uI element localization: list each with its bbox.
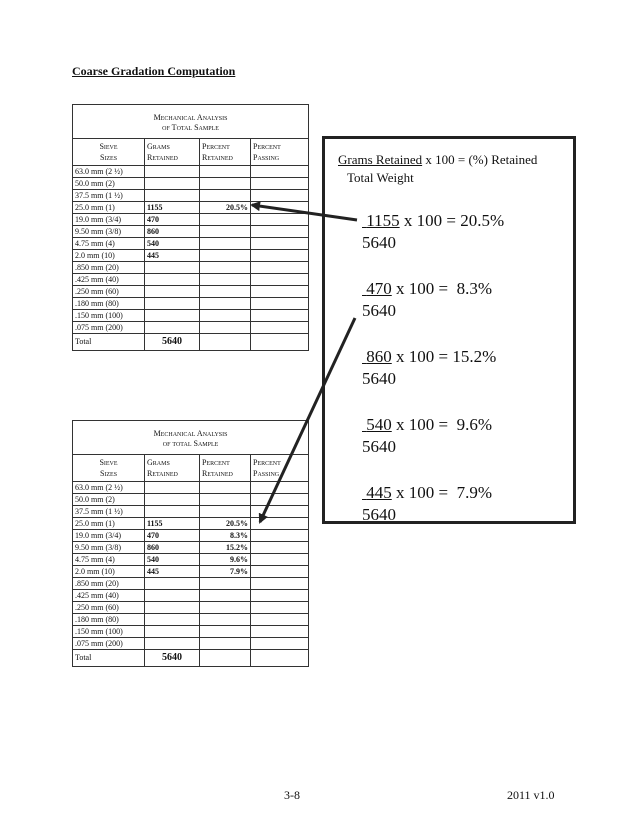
- column-header-grams: Grams Retained: [145, 455, 200, 482]
- sieve-size-cell: .250 mm (60): [73, 286, 145, 298]
- sieve-size-cell: 25.0 mm (1): [73, 518, 145, 530]
- sieve-size-cell: .850 mm (20): [73, 578, 145, 590]
- percent-retained-cell: 20.5%: [200, 202, 251, 214]
- grams-retained-cell: 445: [145, 250, 200, 262]
- grams-retained-cell: 1155: [145, 518, 200, 530]
- sieve-size-cell: .150 mm (100): [73, 310, 145, 322]
- total-value: 5640: [145, 334, 200, 351]
- sieve-size-cell: 25.0 mm (1): [73, 202, 145, 214]
- percent-retained-cell: 9.6%: [200, 554, 251, 566]
- total-label: Total: [73, 650, 145, 667]
- arrow-to-top-table: [252, 205, 357, 220]
- sieve-size-cell: 37.5 mm (1 ½): [73, 190, 145, 202]
- calculation-expression: x 100 = 7.9%: [391, 483, 492, 502]
- sieve-size-cell: 63.0 mm (2 ½): [73, 166, 145, 178]
- calculation-total: 5640: [362, 233, 396, 252]
- sieve-size-cell: .250 mm (60): [73, 602, 145, 614]
- calculation-grams: 540: [366, 415, 392, 434]
- column-header-percent-passing: Percent Passing: [251, 455, 309, 482]
- heading-line-1: Mechanical Analysis: [153, 113, 228, 122]
- sieve-size-cell: .075 mm (200): [73, 322, 145, 334]
- grams-retained-cell: 1155: [145, 202, 200, 214]
- sieve-size-cell: .425 mm (40): [73, 590, 145, 602]
- sieve-size-cell: 50.0 mm (2): [73, 178, 145, 190]
- calculation-total: 5640: [362, 301, 396, 320]
- sieve-size-cell: 4.75 mm (4): [73, 238, 145, 250]
- percent-retained-cell: 8.3%: [200, 530, 251, 542]
- total-value: 5640: [145, 650, 200, 667]
- calculation-expression: x 100 = 8.3%: [391, 279, 492, 298]
- sieve-size-cell: .850 mm (20): [73, 262, 145, 274]
- sieve-size-cell: 9.50 mm (3/8): [73, 226, 145, 238]
- version-label: 2011 v1.0: [507, 788, 555, 802]
- sieve-size-cell: 4.75 mm (4): [73, 554, 145, 566]
- sieve-size-cell: 63.0 mm (2 ½): [73, 482, 145, 494]
- calculation-grams: 1155: [366, 211, 400, 230]
- heading-line-1: Mechanical Analysis: [153, 429, 228, 438]
- sieve-size-cell: 19.0 mm (3/4): [73, 530, 145, 542]
- sieve-size-cell: 2.0 mm (10): [73, 566, 145, 578]
- column-header-percent-passing: Percent Passing: [251, 139, 309, 166]
- percent-retained-cell: 20.5%: [200, 518, 251, 530]
- calculation-expression: x 100 = 20.5%: [399, 211, 505, 230]
- grams-retained-cell: 860: [145, 542, 200, 554]
- page-number: 3-8: [284, 788, 300, 802]
- grams-retained-cell: 860: [145, 226, 200, 238]
- calculation-grams: 470: [366, 279, 392, 298]
- percent-retained-cell: 7.9%: [200, 566, 251, 578]
- calculation-total: 5640: [362, 369, 396, 388]
- sieve-size-cell: .150 mm (100): [73, 626, 145, 638]
- grams-retained-cell: 470: [145, 530, 200, 542]
- formula-numerator-label: Grams Retained: [338, 152, 423, 167]
- calculation-grams: 860: [366, 347, 392, 366]
- formula-expression: x 100 = (%) Retained: [422, 152, 538, 167]
- sieve-size-cell: 9.50 mm (3/8): [73, 542, 145, 554]
- column-header-sieve: Sieve Sizes: [73, 139, 145, 166]
- arrow-to-bottom-table: [260, 318, 355, 522]
- grams-retained-cell: 540: [145, 238, 200, 250]
- heading-line-2: of Total Sample: [162, 123, 219, 132]
- calculation-total: 5640: [362, 437, 396, 456]
- formula-denominator: Total Weight: [347, 170, 414, 185]
- sieve-size-cell: .075 mm (200): [73, 638, 145, 650]
- page-title: Coarse Gradation Computation: [72, 64, 236, 78]
- sieve-size-cell: .180 mm (80): [73, 614, 145, 626]
- grams-retained-cell: 540: [145, 554, 200, 566]
- column-header-percent-retained: Percent Retained: [200, 139, 251, 166]
- column-header-grams: Grams Retained: [145, 139, 200, 166]
- grams-retained-cell: 445: [145, 566, 200, 578]
- sieve-size-cell: .425 mm (40): [73, 274, 145, 286]
- sieve-size-cell: .180 mm (80): [73, 298, 145, 310]
- total-label: Total: [73, 334, 145, 351]
- heading-line-2: of total Sample: [162, 439, 219, 448]
- calculation-expression: x 100 = 15.2%: [391, 347, 497, 366]
- sieve-size-cell: 2.0 mm (10): [73, 250, 145, 262]
- percent-retained-cell: 15.2%: [200, 542, 251, 554]
- sieve-size-cell: 37.5 mm (1 ½): [73, 506, 145, 518]
- calculation-grams: 445: [366, 483, 392, 502]
- calculation-total: 5640: [362, 505, 396, 524]
- sieve-size-cell: 19.0 mm (3/4): [73, 214, 145, 226]
- column-header-sieve: Sieve Sizes: [73, 455, 145, 482]
- grams-retained-cell: 470: [145, 214, 200, 226]
- calculation-expression: x 100 = 9.6%: [391, 415, 492, 434]
- sieve-size-cell: 50.0 mm (2): [73, 494, 145, 506]
- column-header-percent-retained: Percent Retained: [200, 455, 251, 482]
